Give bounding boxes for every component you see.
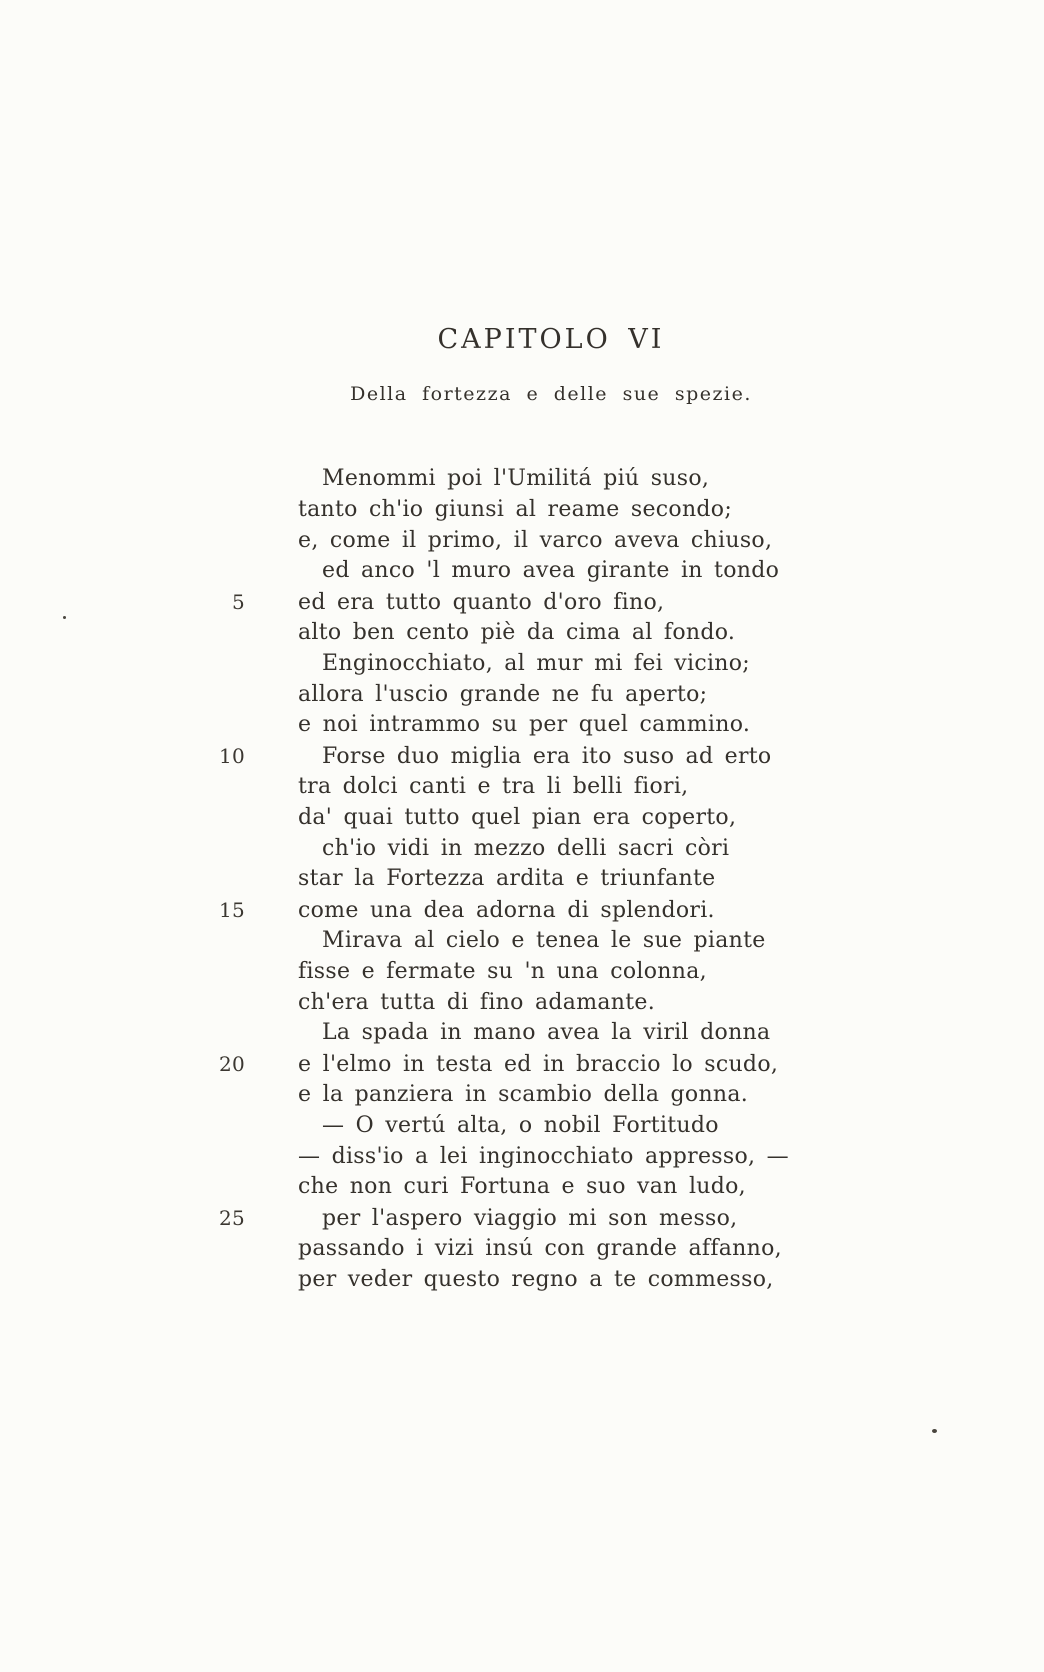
poem-line xyxy=(205,680,1044,711)
line-text: allora l'uscio grande ne fu aperto; xyxy=(298,681,708,707)
poem-line xyxy=(205,526,1044,557)
line-text: Mirava al cielo e tenea le sue piante xyxy=(322,927,766,953)
line-text: e la panziera in scambio della gonna. xyxy=(298,1081,749,1107)
poem-line xyxy=(205,649,1044,680)
poem xyxy=(205,464,1044,1296)
line-text: da' quai tutto quel pian era coperto, xyxy=(298,804,737,830)
poem-line xyxy=(205,587,1044,618)
line-text: ed anco 'l muro avea girante in tondo xyxy=(322,558,780,584)
line-text: per veder questo regno a te commesso, xyxy=(298,1266,774,1292)
line-text: tra dolci canti e tra li belli fiori, xyxy=(298,773,689,799)
line-number: 25 xyxy=(218,1206,245,1231)
line-text: ch'io vidi in mezzo delli sacri còri xyxy=(322,835,730,861)
chapter-subtitle: Della fortezza e delle sue spezie. xyxy=(350,383,752,405)
poem-line xyxy=(205,1018,1044,1049)
line-number: 10 xyxy=(218,744,245,769)
line-number: 15 xyxy=(218,898,245,923)
line-text: ed era tutto quanto d'oro fino, xyxy=(298,590,665,616)
line-text: passando i vizi insú con grande affanno, xyxy=(298,1235,782,1261)
poem-line xyxy=(205,495,1044,526)
line-text: — diss'io a lei inginocchiato appresso, — xyxy=(298,1143,789,1169)
poem-line xyxy=(205,1142,1044,1173)
line-text: tanto ch'io giunsi al reame secondo; xyxy=(298,496,733,522)
line-text: alto ben cento piè da cima al fondo. xyxy=(298,619,736,645)
poem-line xyxy=(205,1172,1044,1203)
poem-line xyxy=(205,1111,1044,1142)
poem-line xyxy=(205,1265,1044,1296)
line-text: per l'aspero viaggio mi son messo, xyxy=(322,1206,738,1232)
line-text: Menommi poi l'Umilitá piú suso, xyxy=(322,466,710,491)
poem-line xyxy=(205,957,1044,988)
line-text: ch'era tutta di fino adamante. xyxy=(298,989,655,1015)
poem-line xyxy=(205,464,1044,495)
line-text: e noi intrammo su per quel cammino. xyxy=(298,712,751,738)
poem-line xyxy=(205,772,1044,803)
poem-line xyxy=(205,988,1044,1019)
line-text: e l'elmo in testa ed in braccio lo scudo, xyxy=(298,1052,779,1078)
poem-line xyxy=(205,834,1044,865)
line-text: Forse duo miglia era ito suso ad erto xyxy=(322,744,772,770)
poem-line xyxy=(205,1049,1044,1080)
line-text: come una dea adorna di splendori. xyxy=(298,898,715,924)
poem-line xyxy=(205,926,1044,957)
poem-line xyxy=(205,556,1044,587)
chapter-title: CAPITOLO VI xyxy=(437,324,665,355)
line-text: La spada in mano avea la viril donna xyxy=(322,1020,771,1046)
poem-line xyxy=(205,895,1044,926)
poem-line xyxy=(205,741,1044,772)
line-text: e, come il primo, il varco aveva chiuso, xyxy=(298,527,773,553)
poem-line xyxy=(205,1234,1044,1265)
poem-line xyxy=(205,1203,1044,1234)
line-text: che non curi Fortuna e suo van ludo, xyxy=(298,1174,746,1200)
poem-line xyxy=(205,1080,1044,1111)
line-text: star la Fortezza ardita e triunfante xyxy=(298,866,716,892)
scan-speck-right xyxy=(932,1429,937,1433)
line-number: 20 xyxy=(218,1052,245,1077)
scan-speck-left xyxy=(63,616,66,619)
line-number: 5 xyxy=(231,590,245,615)
poem-line xyxy=(205,710,1044,741)
poem-line xyxy=(205,864,1044,895)
line-text: Enginocchiato, al mur mi fei vicino; xyxy=(322,650,751,676)
poem-line xyxy=(205,803,1044,834)
poem-line xyxy=(205,618,1044,649)
line-text: fisse e fermate su 'n una colonna, xyxy=(298,958,707,984)
line-text: — O vertú alta, o nobil Fortitudo xyxy=(322,1112,719,1138)
